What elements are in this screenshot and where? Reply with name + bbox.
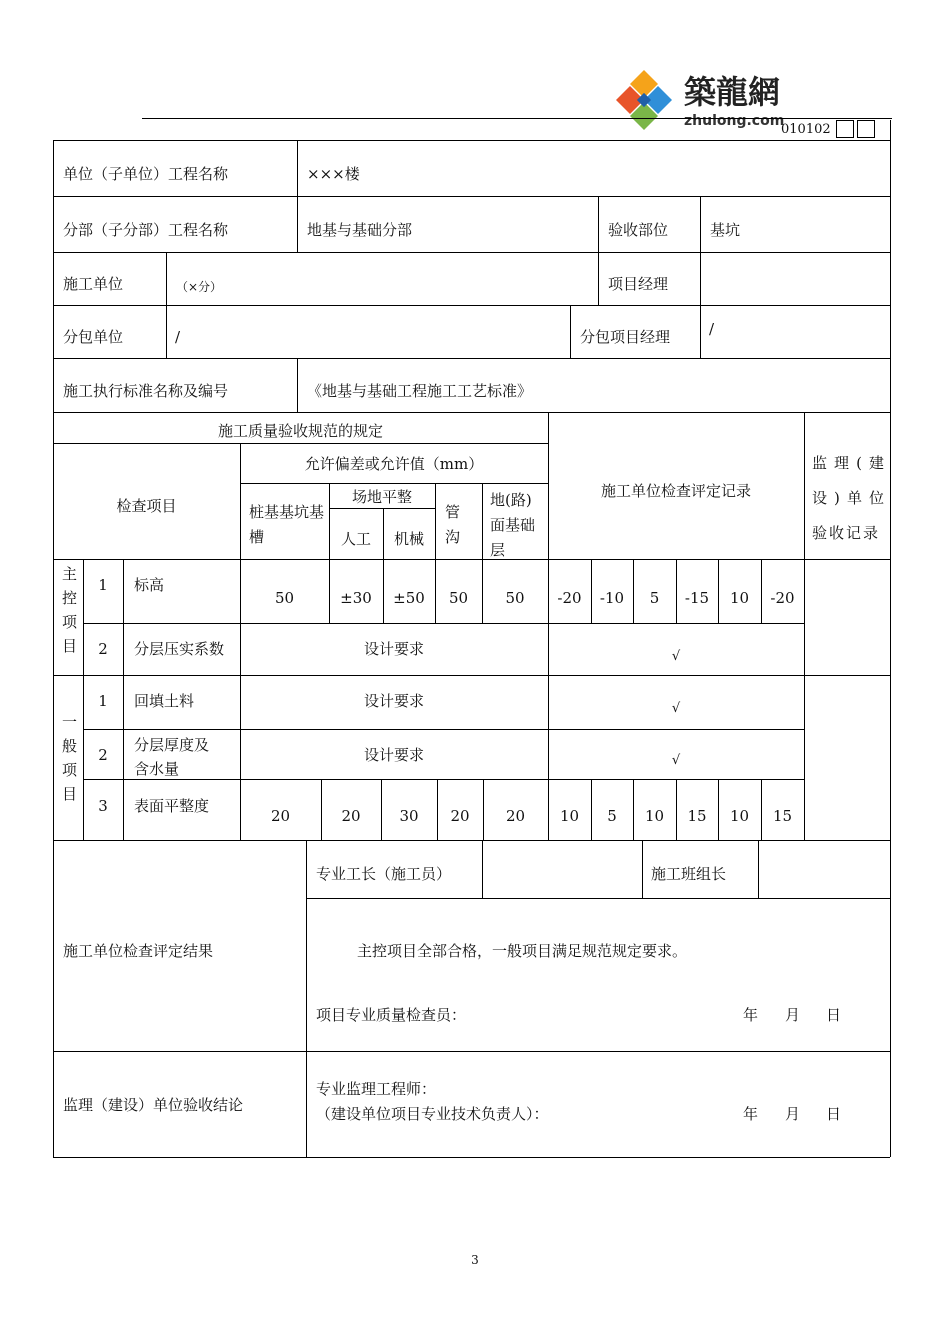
col-pipe-header: 管沟 [445, 503, 461, 546]
table-row-name: 分层压实系数 [134, 640, 225, 658]
sub-project-manager-value: / [709, 320, 715, 338]
requirement-cell: 设计要求 [363, 692, 424, 710]
unit-name-value: ×××楼 [307, 165, 360, 183]
table-row-name: 表面平整度 [134, 797, 210, 815]
record-cell: 15 [687, 807, 707, 825]
record-cell: -10 [599, 589, 625, 607]
requirement-cell: 设计要求 [363, 640, 424, 658]
result-conclusion: 主控项目全部合格，一般项目满足规范规定要求。 [357, 942, 688, 960]
foreman-label: 专业工长（施工员） [316, 865, 452, 883]
general-group-label: 一般项目 [62, 713, 78, 803]
result-year: 年 [743, 1006, 759, 1024]
table-row-name: 分层厚度及含水量 [134, 736, 210, 778]
supervision-year: 年 [743, 1105, 759, 1123]
supervision-section-label: 监理（建设）单位验收结论 [63, 1096, 244, 1114]
table-row-no: 2 [98, 640, 108, 658]
header-rule [142, 118, 892, 119]
logo-domain: zhulong.com [684, 113, 785, 129]
form-code: 010102 [781, 122, 831, 137]
requirement-cell: 设计要求 [363, 746, 424, 764]
tolerance-cell: 20 [450, 807, 470, 825]
check-item-header: 检查项目 [116, 497, 177, 515]
standard-value: 《地基与基础工程施工工艺标准》 [307, 382, 533, 400]
table-row-name: 标高 [134, 576, 165, 594]
record-cell: 10 [644, 807, 665, 825]
col-ground-header: 地(路)面基础层 [490, 491, 536, 559]
record-cell: 5 [649, 589, 660, 607]
col-machine-header: 机械 [393, 530, 424, 548]
form-code-box-2 [857, 120, 875, 138]
table-row-no: 2 [98, 746, 108, 764]
col-pile-header: 桩基基坑基槽 [249, 503, 325, 546]
form-code-box-1 [836, 120, 854, 138]
tolerance-cell: 30 [399, 807, 419, 825]
record-cell: -20 [557, 589, 582, 607]
division-name-value: 地基与基础分部 [307, 221, 413, 239]
result-month: 月 [785, 1006, 801, 1024]
check-mark: √ [671, 701, 681, 716]
subcontractor-value: / [175, 328, 181, 346]
standard-label: 施工执行标准名称及编号 [63, 382, 229, 400]
record-cell: -15 [684, 589, 710, 607]
tolerance-cell: 50 [505, 589, 525, 607]
tolerance-cell: 50 [274, 589, 295, 607]
supervision-day: 日 [826, 1105, 842, 1123]
check-mark: √ [671, 649, 681, 664]
result-day: 日 [826, 1006, 842, 1024]
record-cell: 10 [729, 807, 750, 825]
header-edge [890, 120, 891, 140]
result-section-label: 施工单位检查评定结果 [63, 942, 214, 960]
engineer-label: 专业监理工程师： [316, 1080, 437, 1098]
zhulong-logo-icon [608, 68, 680, 132]
tolerance-cell: 20 [505, 807, 526, 825]
table-row-no: 3 [98, 797, 108, 815]
inspector-label: 项目专业质量检查员： [316, 1006, 467, 1024]
record-cell: -20 [770, 589, 795, 607]
supervision-month: 月 [785, 1105, 801, 1123]
tolerance-title: 允许偏差或允许值（mm） [304, 455, 484, 473]
record-cell: 10 [559, 807, 580, 825]
record-cell: 15 [772, 807, 793, 825]
main-group-label: 主控项目 [62, 565, 78, 655]
table-row-no: 1 [98, 692, 108, 710]
tolerance-cell: 20 [341, 807, 361, 825]
contractor-value: （×分） [176, 280, 223, 294]
contractor-label: 施工单位 [63, 275, 124, 293]
tolerance-cell: ±50 [393, 589, 425, 607]
record-title: 施工单位检查评定记录 [600, 482, 751, 500]
record-cell: 5 [607, 807, 617, 825]
project-manager-label: 项目经理 [608, 275, 669, 293]
logo-chinese-name: 築龍網 [684, 73, 781, 111]
record-cell: 10 [729, 589, 750, 607]
rules-title: 施工质量验收规范的规定 [217, 422, 383, 440]
accept-part-label: 验收部位 [608, 221, 669, 239]
table-row-name: 回填土料 [134, 692, 195, 710]
tolerance-cell: 50 [448, 589, 469, 607]
team-leader-label: 施工班组长 [651, 865, 727, 883]
page-number: 3 [471, 1253, 479, 1267]
col-site-header: 场地平整 [351, 488, 412, 506]
supervisor-title: 监理(建设)单位验收记录 [812, 454, 886, 542]
table-row-no: 1 [98, 576, 108, 594]
division-name-label: 分部（子分部）工程名称 [63, 221, 229, 239]
sub-project-manager-label: 分包项目经理 [580, 328, 671, 346]
col-manual-header: 人工 [340, 530, 371, 548]
check-mark: √ [671, 753, 681, 768]
tolerance-cell: 20 [270, 807, 291, 825]
accept-part-value: 基坑 [710, 221, 741, 239]
unit-name-label: 单位（子单位）工程名称 [63, 165, 229, 183]
owner-label: （建设单位项目专业技术负责人）： [316, 1105, 549, 1123]
tolerance-cell: ±30 [340, 589, 372, 607]
subcontractor-label: 分包单位 [63, 328, 124, 346]
